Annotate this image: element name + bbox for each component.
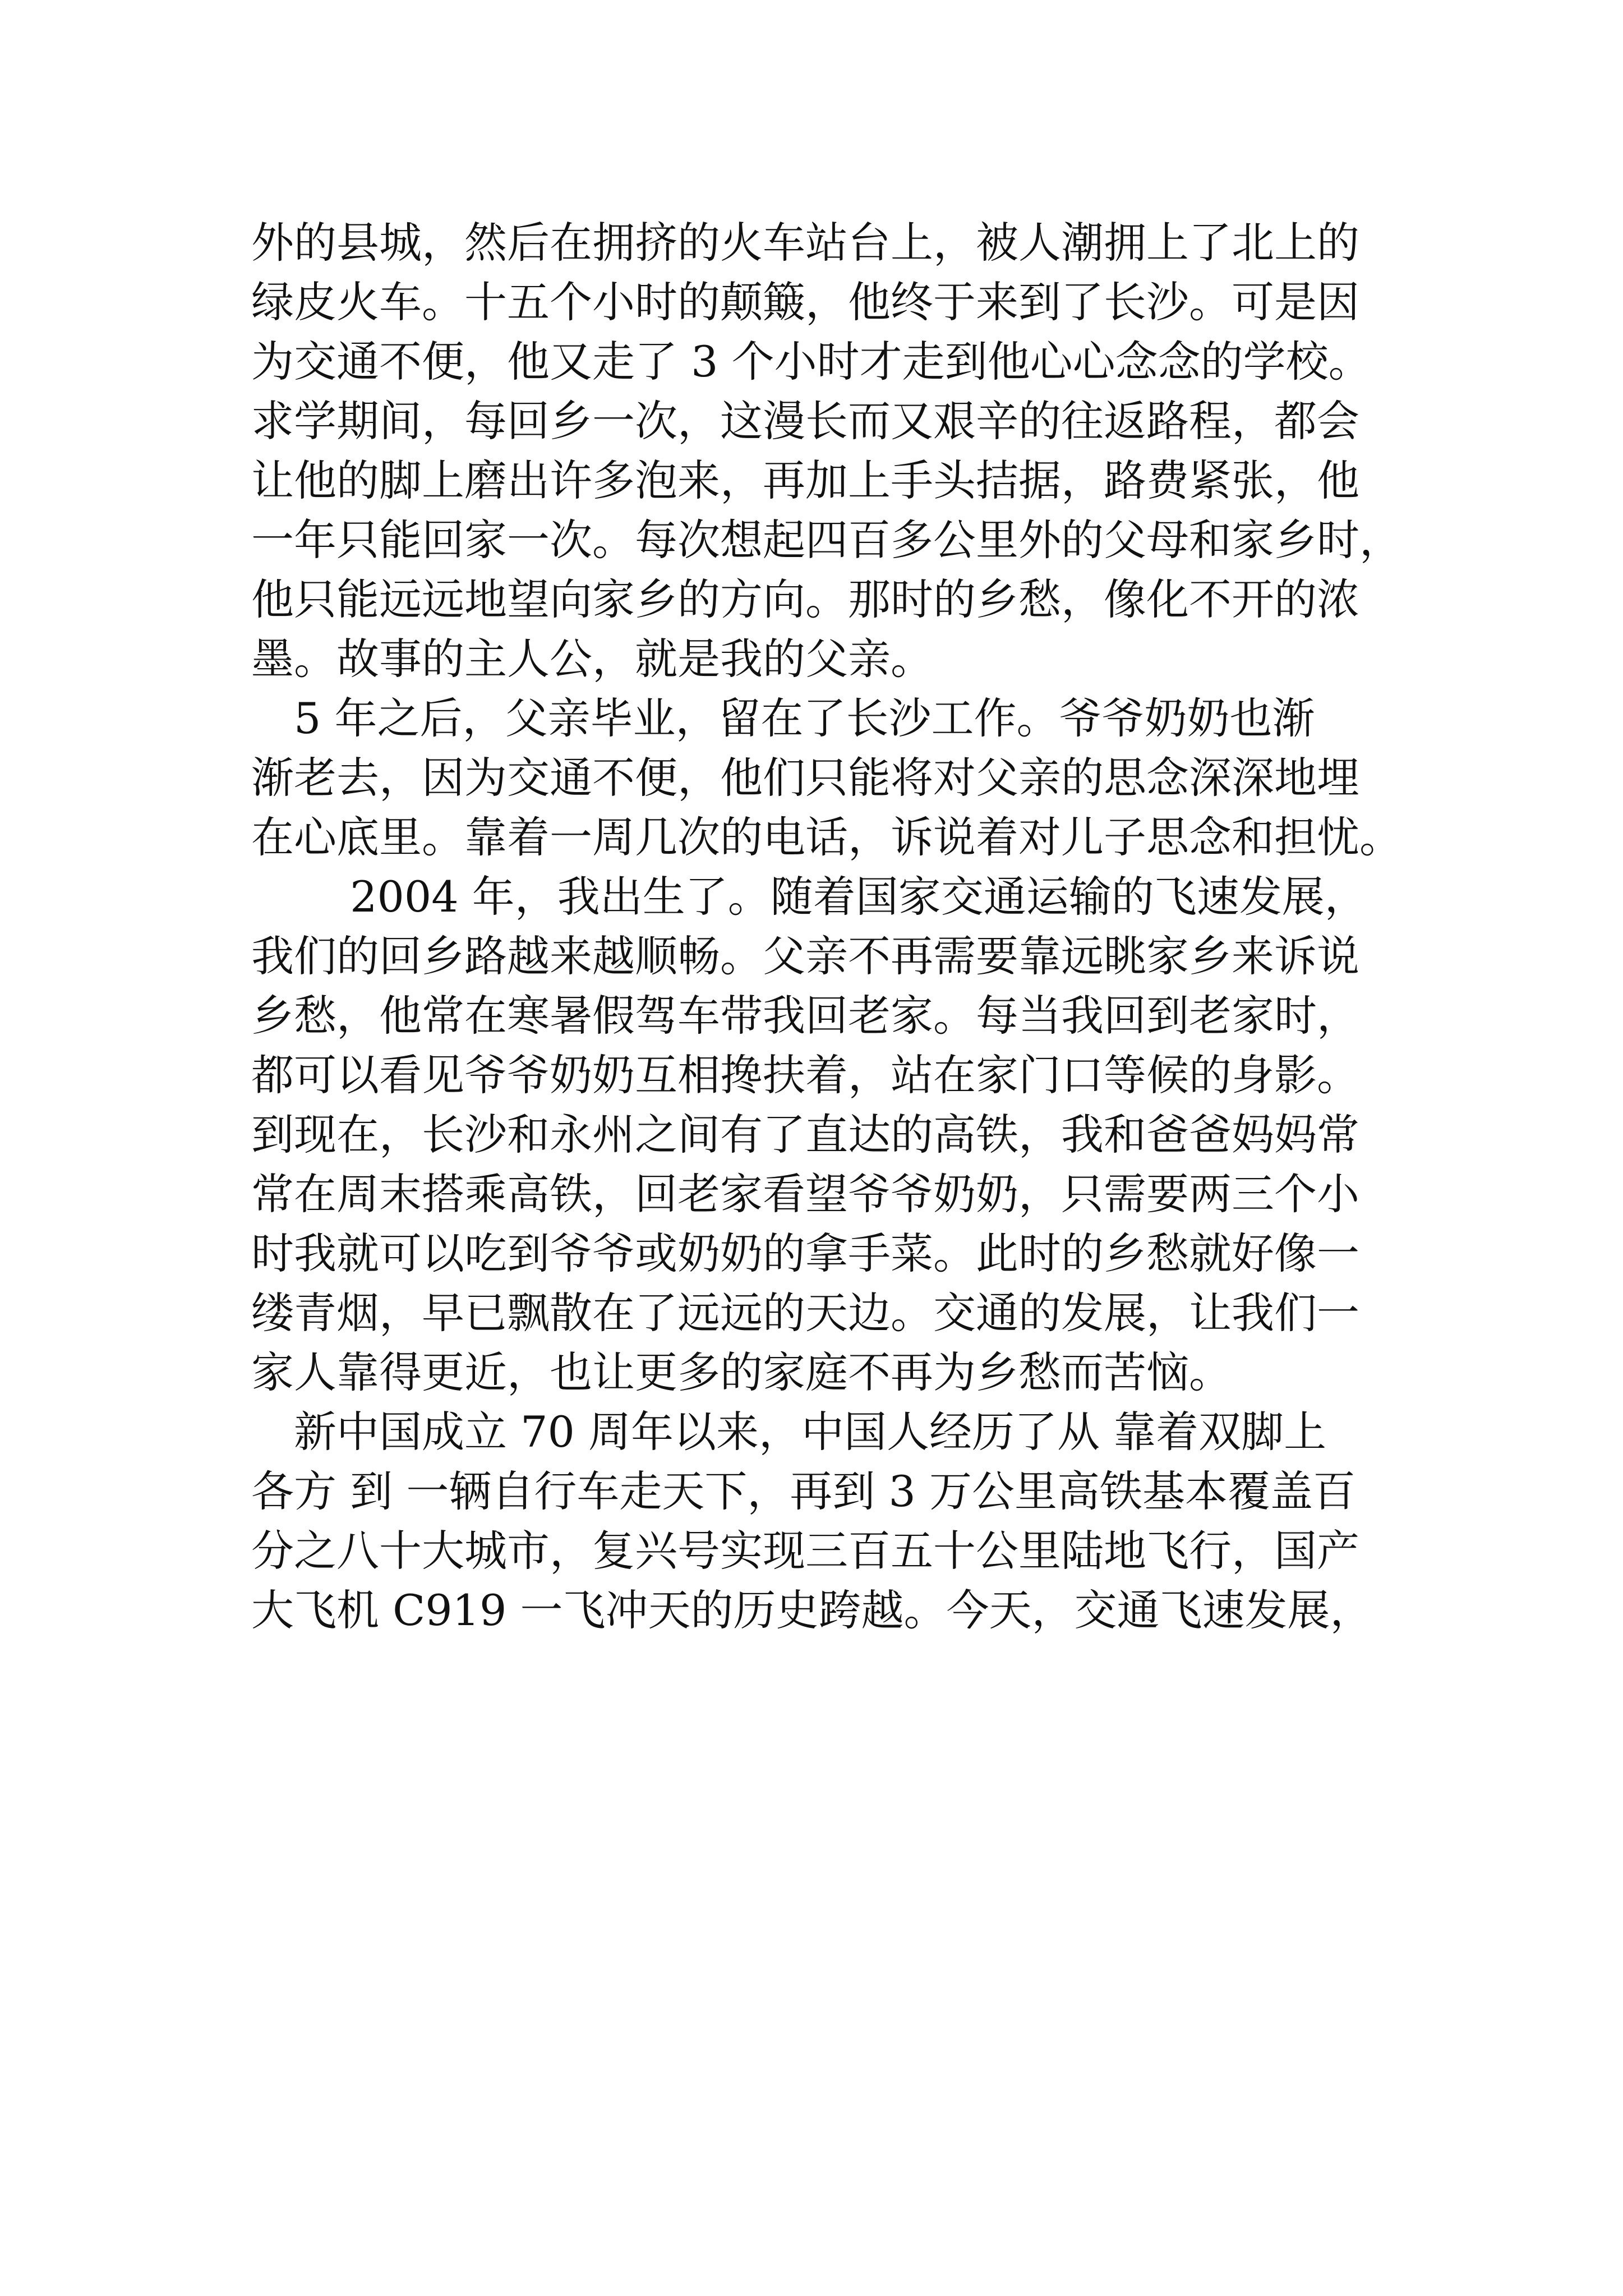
- text-line: 5 年之后，父亲毕业，留在了长沙工作。爷爷奶奶也渐: [251, 693, 1315, 743]
- text-line: 让他的脚上磨出许多泡来，再加上手头拮据，路费紧张，他: [251, 455, 1359, 505]
- text-line: 一年只能回家一次。每次想起四百多公里外的父母和家乡时，: [251, 515, 1402, 565]
- text-line: 渐老去，因为交通不便，他们只能将对父亲的思念深深地埋: [251, 753, 1359, 803]
- text-line: 在心底里。靠着一周几次的电话，诉说着对儿子思念和担忧。: [251, 812, 1402, 862]
- text-line: 求学期间，每回乡一次，这漫长而又艰辛的往返路程，都会: [251, 396, 1359, 446]
- body-text: [251, 213, 1402, 1640]
- text-line: 缕青烟，早已飘散在了远远的天边。交通的发展，让我们一: [251, 1288, 1359, 1338]
- text-line: 时我就可以吃到爷爷或奶奶的拿手菜。此时的乡愁就好像一: [251, 1228, 1359, 1278]
- text-line: 我们的回乡路越来越顺畅。父亲不再需要靠远眺家乡来诉说: [251, 931, 1359, 981]
- text-line: 他只能远远地望向家乡的方向。那时的乡愁，像化不开的浓: [251, 574, 1359, 624]
- text-line: 2004 年，我出生了。随着国家交通运输的飞速发展，: [251, 872, 1367, 922]
- text-line: 新中国成立 70 周年以来，中国人经历了从 靠着双脚上: [251, 1407, 1327, 1457]
- text-line: 绿皮火车。十五个小时的颠簸，他终于来到了长沙。可是因: [251, 277, 1359, 327]
- text-line: 外的县城，然后在拥挤的火车站台上，被人潮拥上了北上的: [251, 218, 1359, 268]
- text-line: 墨。故事的主人公，就是我的父亲。: [251, 634, 933, 684]
- text-line: 分之八十大城市，复兴号实现三百五十公里陆地飞行，国产: [251, 1526, 1359, 1576]
- text-line: 大飞机 C919 一飞冲天的历史跨越。今天，交通飞速发展，: [251, 1585, 1373, 1635]
- text-line: 都可以看见爷爷奶奶互相搀扶着，站在家门口等候的身影。: [251, 1050, 1359, 1100]
- text-line: 为交通不便，他又走了 3 个小时才走到他心心念念的学校。: [251, 337, 1371, 386]
- text-line: 乡愁，他常在寒暑假驾车带我回老家。每当我回到老家时，: [251, 991, 1359, 1041]
- text-line: 常在周末搭乘高铁，回老家看望爷爷奶奶，只需要两三个小: [251, 1169, 1359, 1219]
- text-line: 各方 到 一辆自行车走天下，再到 3 万公里高铁基本覆盖百: [251, 1466, 1355, 1516]
- text-line: 家人靠得更近，也让更多的家庭不再为乡愁而苦恼。: [251, 1347, 1232, 1397]
- text-line: 到现在，长沙和永州之间有了直达的高铁，我和爸爸妈妈常: [251, 1110, 1359, 1159]
